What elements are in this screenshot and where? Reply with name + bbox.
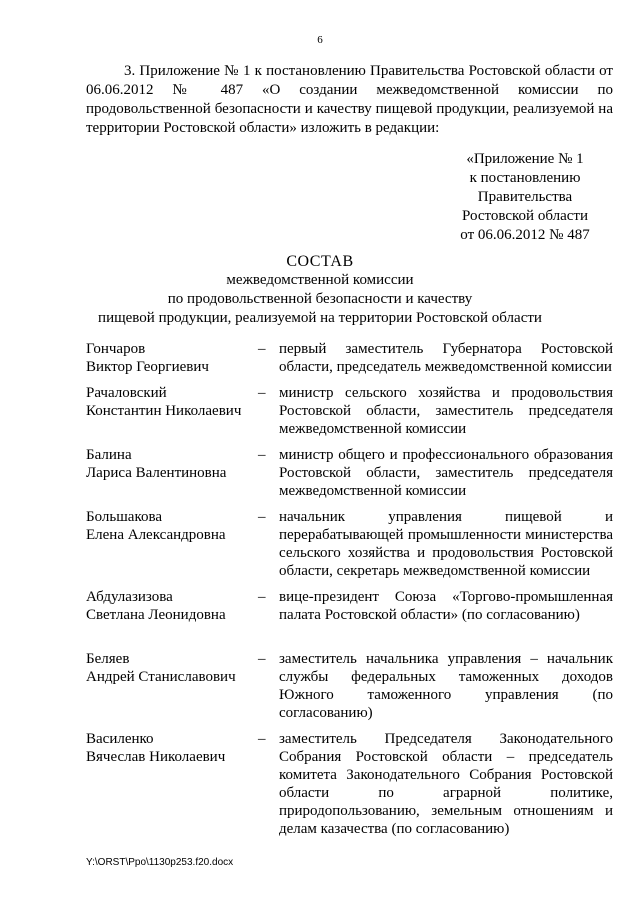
member-dash: – <box>258 341 266 357</box>
member-surname: Гончаров <box>86 341 146 357</box>
member-given-name: Виктор Георгиевич <box>86 359 209 375</box>
member-dash: – <box>258 651 266 667</box>
member-row <box>86 384 613 438</box>
appendix-line-5: от 06.06.2012 № 487 <box>460 227 590 243</box>
member-given-name: Андрей Станиславович <box>86 669 236 685</box>
member-name <box>86 588 256 624</box>
member-role: заместитель Председателя Законодательного Собрания Ростовской области – председатель комитета Законодательного Собрания Ростовской области по аграрной политике, природопользованию, земельным отношениям и делам казачества (по согласованию) <box>279 731 613 837</box>
appendix-reference <box>445 150 605 245</box>
member-given-name: Лариса Валентиновна <box>86 465 227 481</box>
amendment-text: 3. Приложение № 1 к постановлению Правительства Ростовской области от 06.06.2012 № 487 «О создании межведомственной комиссии по продовольственной безопасности и качеству пищевой продукции, реализуемой на территории Ростовской области» изложить в редакции: <box>86 63 613 136</box>
member-dash: – <box>258 589 266 605</box>
member-given-name: Светлана Леонидовна <box>86 607 226 623</box>
appendix-line-1: «Приложение № 1 <box>466 151 584 167</box>
heading-title: СОСТАВ <box>286 253 354 270</box>
commission-heading <box>0 252 640 328</box>
member-role: заместитель начальника управления – начальник службы федеральных таможенных доходов Южного таможенного управления (по согласованию) <box>279 651 613 721</box>
member-role: первый заместитель Губернатора Ростовской области, председатель межведомственной комиссии <box>279 341 613 375</box>
member-dash: – <box>258 509 266 525</box>
member-row <box>86 446 613 500</box>
member-role: министр сельского хозяйства и продовольствия Ростовской области, заместитель председателя межведомственной комиссии <box>279 385 613 437</box>
member-name <box>86 446 256 482</box>
amendment-paragraph <box>86 62 613 138</box>
member-surname: Рачаловский <box>86 385 167 401</box>
member-given-name: Елена Александровна <box>86 527 226 543</box>
member-name <box>86 508 256 544</box>
member-name <box>86 650 256 686</box>
member-role: вице-президент Союза «Торгово-промышленная палата Ростовской области» (по согласованию) <box>279 589 613 623</box>
appendix-line-3: Правительства <box>477 189 573 205</box>
page-number: 6 <box>317 34 323 46</box>
member-dash: – <box>258 447 266 463</box>
member-surname: Большакова <box>86 509 163 525</box>
member-surname: Беляев <box>86 651 130 667</box>
heading-line-3: пищевой продукции, реализуемой на территории Ростовской области <box>98 310 542 326</box>
member-given-name: Константин Николаевич <box>86 403 242 419</box>
members-list <box>86 340 613 838</box>
member-surname: Балина <box>86 447 132 463</box>
member-surname: Василенко <box>86 731 154 747</box>
member-name <box>86 730 256 766</box>
file-path-footer: Y:\ORST\Ppo\1130p253.f20.docx <box>86 857 234 868</box>
member-row <box>86 588 613 624</box>
member-dash: – <box>258 385 266 401</box>
appendix-line-2: к постановлению <box>469 170 581 186</box>
member-given-name: Вячеслав Николаевич <box>86 749 226 765</box>
member-row <box>86 508 613 580</box>
member-name <box>86 340 256 376</box>
heading-line-2: по продовольственной безопасности и качеству <box>167 291 473 307</box>
member-surname: Абдулазизова <box>86 589 173 605</box>
member-dash: – <box>258 731 266 747</box>
member-row <box>86 340 613 376</box>
member-row <box>86 650 613 722</box>
member-name <box>86 384 256 420</box>
member-row <box>86 730 613 838</box>
heading-line-1: межведомственной комиссии <box>226 272 414 288</box>
appendix-line-4: Ростовской области <box>462 208 588 224</box>
member-role: министр общего и профессионального образования Ростовской области, заместитель председателя межведомственной комиссии <box>279 447 613 499</box>
member-role: начальник управления пищевой и перерабатывающей промышленности министерства сельского хозяйства и продовольствия Ростовской области, секретарь межведомственной комиссии <box>279 509 613 579</box>
